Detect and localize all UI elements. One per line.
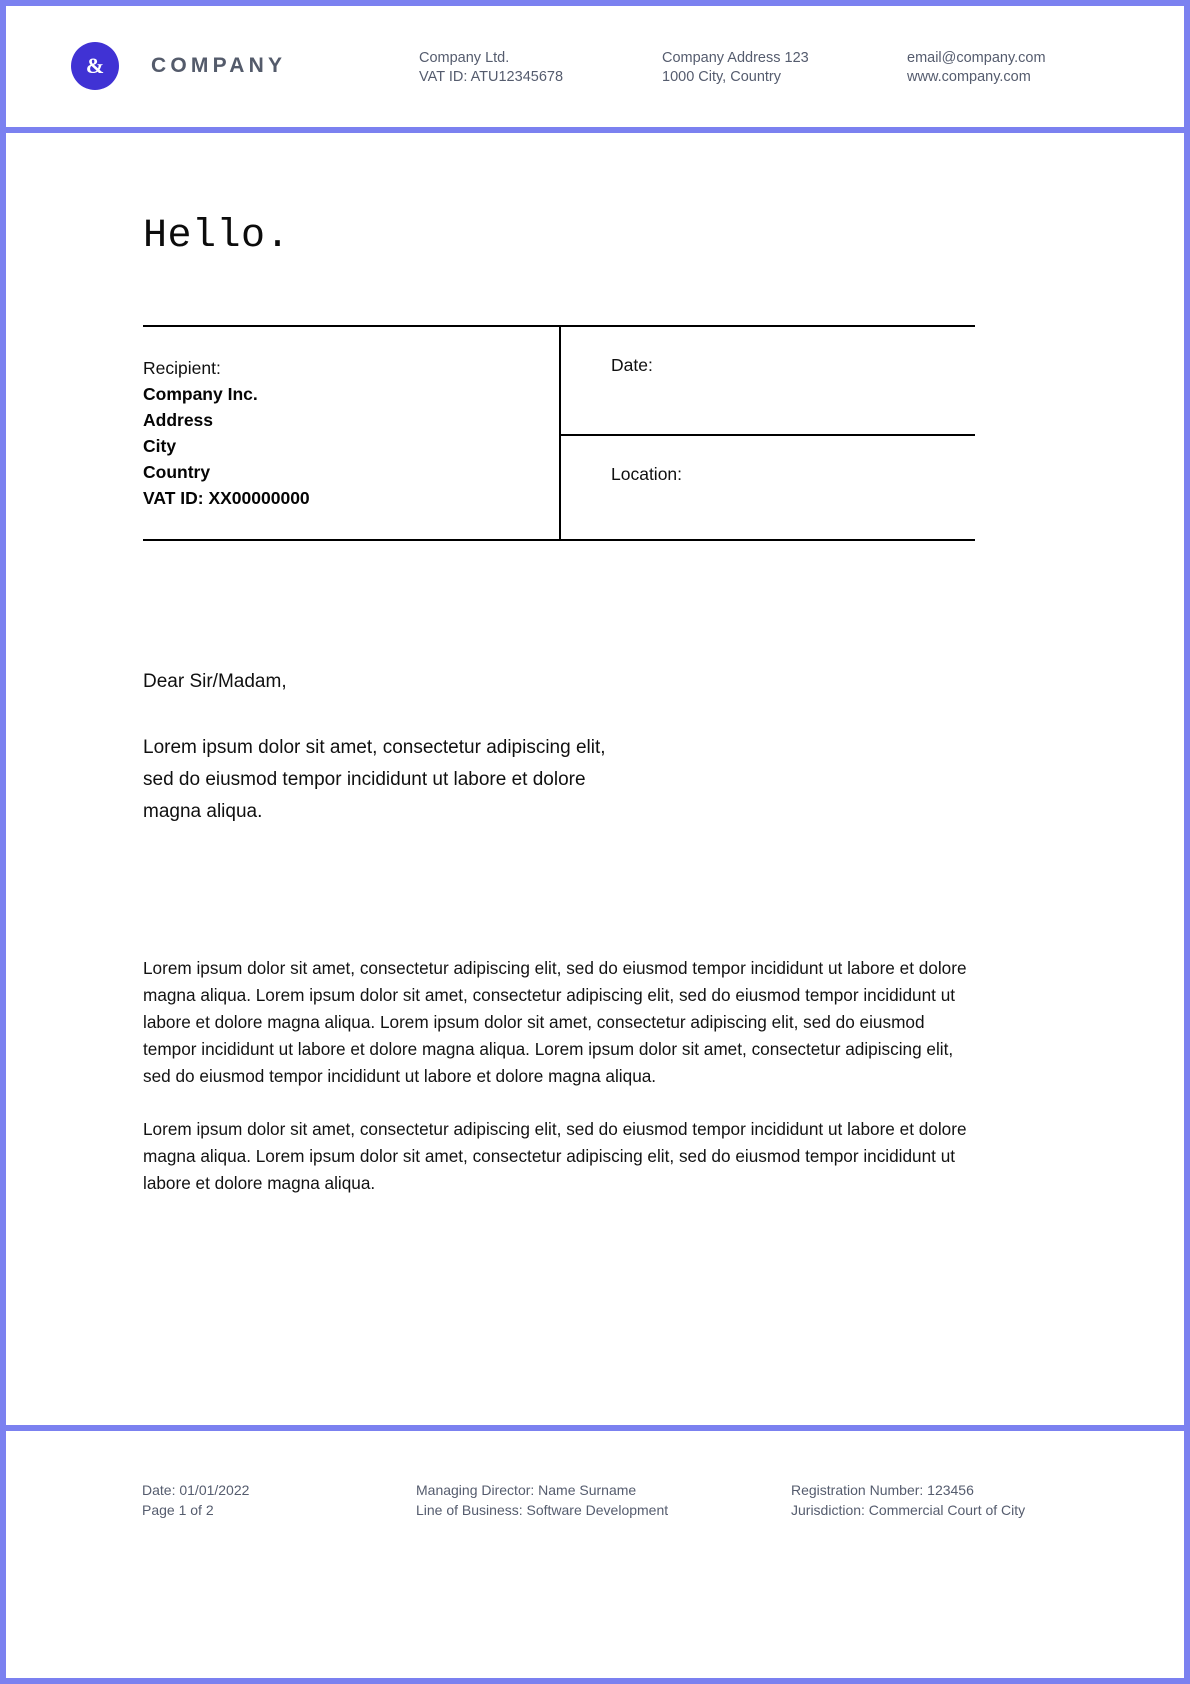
body-paragraph-1: Lorem ipsum dolor sit amet, consectetur adipiscing elit, sed do eiusmod tempor incididunt ut labore et dolore magna aliqua. Lorem ipsum dolor sit amet, consectetur adipiscing elit, sed do eiusmod tempor incididunt ut labore et dolore magna aliqua. Lorem ipsum dolor sit amet, consectetur adipiscing elit, sed do eiusmod tempor incididunt ut labore et dolore magna aliqua. Lorem ipsum dolor sit amet, consectetur adipiscing elit, sed do eiusmod tempor incididunt ut labore et dolore magna aliqua. <box>143 958 967 1086</box>
intro-paragraph: Lorem ipsum dolor sit amet, consectetur adipiscing elit, sed do eiusmod tempor incididunt ut labore et dolore magna aliqua. <box>143 737 606 822</box>
header-company-column <box>419 49 662 87</box>
page-title: Hello. <box>143 214 291 259</box>
location-label: Location: <box>611 464 683 484</box>
footer-page-number: Page 1 of 2 <box>142 1502 214 1518</box>
header-company-vat: VAT ID: ATU12345678 <box>419 69 564 85</box>
header-website[interactable]: www.company.com <box>907 69 1031 85</box>
body-paragraphs <box>143 955 973 1197</box>
footer-managing-director: Managing Director: Name Surname <box>416 1482 637 1498</box>
header-company-name: Company Ltd. <box>419 50 510 66</box>
letter-body <box>6 134 1184 1424</box>
footer-management-column <box>416 1480 791 1520</box>
recipient-city: City <box>143 436 177 456</box>
footer-registration-number: Registration Number: 123456 <box>791 1482 974 1498</box>
header-address-column <box>662 49 907 87</box>
header-address-city: 1000 City, Country <box>662 69 782 85</box>
date-field[interactable] <box>561 327 975 434</box>
recipient-company: Company Inc. <box>143 384 258 404</box>
location-field[interactable] <box>561 434 975 538</box>
salutation: Dear Sir/Madam, <box>143 671 287 692</box>
recipient-block <box>143 327 561 539</box>
meta-fields <box>561 327 975 539</box>
footer-registration-column <box>791 1480 1025 1520</box>
footer-jurisdiction: Jurisdiction: Commercial Court of City <box>791 1502 1026 1518</box>
header-content <box>71 5 1125 127</box>
page-header <box>5 5 1185 133</box>
recipient-vat-id: VAT ID: XX00000000 <box>143 488 310 508</box>
date-label: Date: <box>611 355 653 375</box>
ampersand-logo-icon: & <box>71 42 119 90</box>
header-address-street: Company Address 123 <box>662 50 809 66</box>
footer-date-column <box>142 1480 416 1520</box>
recipient-country: Country <box>143 462 211 482</box>
header-contact-columns <box>419 45 1125 87</box>
recipient-address: Address <box>143 410 214 430</box>
footer-line-of-business: Line of Business: Software Development <box>416 1502 669 1518</box>
footer-date: Date: 01/01/2022 <box>142 1482 250 1498</box>
company-brand <box>71 42 419 90</box>
recipient-meta-table <box>143 325 975 541</box>
page-footer <box>5 1425 1185 1679</box>
header-email[interactable]: email@company.com <box>907 50 1046 66</box>
footer-content <box>142 1480 1125 1520</box>
brand-name: COMPANY <box>151 54 287 77</box>
header-contact-column <box>907 49 1046 87</box>
recipient-label: Recipient: <box>143 358 221 378</box>
body-paragraph-2: Lorem ipsum dolor sit amet, consectetur adipiscing elit, sed do eiusmod tempor incididunt ut labore et dolore magna aliqua. Lorem ipsum dolor sit amet, consectetur adipiscing elit, sed do eiusmod tempor incididunt ut labore et dolore magna aliqua. <box>143 1119 967 1193</box>
